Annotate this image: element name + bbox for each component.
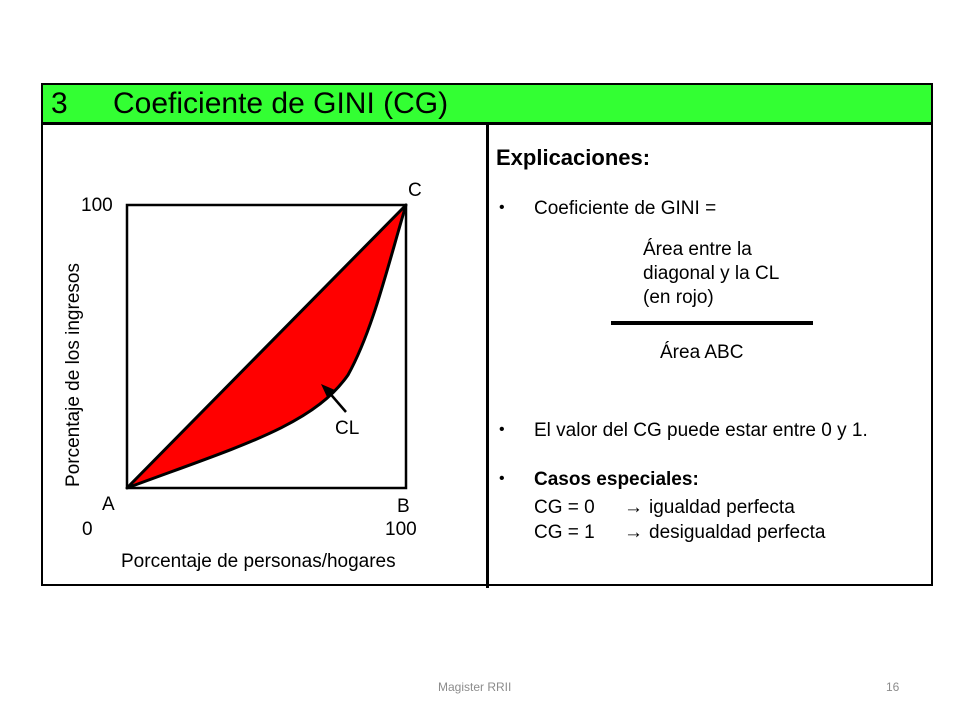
point-c-label: C [408, 180, 422, 201]
range-statement: El valor del CG puede estar entre 0 y 1. [534, 420, 868, 441]
footer-text: Magister RRII [438, 680, 512, 694]
special-cases-heading: Casos especiales: [534, 469, 699, 490]
x-axis-title: Porcentaje de personas/hogares [121, 551, 396, 572]
arrow-right-icon: → [624, 522, 643, 543]
point-a-label: A [102, 494, 115, 515]
denominator: Área ABC [660, 342, 744, 363]
curve-label: CL [335, 418, 360, 439]
case2-meaning: desigualdad perfecta [649, 522, 826, 543]
y-axis-title: Porcentaje de los ingresos [63, 263, 84, 487]
y-max-label: 100 [81, 195, 113, 216]
fraction-bar [611, 321, 813, 325]
lorenz-diagram [43, 125, 486, 588]
gini-definition: Coeficiente de GINI = [534, 198, 717, 219]
section-number: 3 [51, 87, 68, 120]
explanation-heading: Explicaciones: [496, 145, 651, 170]
case1-meaning: igualdad perfecta [649, 497, 795, 518]
x-max-label: 100 [385, 519, 417, 540]
slide-title: Coeficiente de GINI (CG) [113, 87, 449, 120]
numerator-line-1: Área entre la [643, 239, 752, 260]
origin-label: 0 [82, 519, 93, 540]
bullet-marker: • [499, 421, 505, 438]
slide-frame [41, 83, 933, 586]
arrow-right-icon: → [624, 497, 643, 518]
bullet-marker: • [499, 470, 505, 487]
case1-value: CG = 0 [534, 497, 595, 518]
page-number: 16 [886, 680, 900, 694]
bullet-marker: • [499, 199, 505, 216]
explanation-panel [489, 125, 935, 588]
header-bar [43, 85, 931, 125]
case2-value: CG = 1 [534, 522, 595, 543]
numerator-line-2: diagonal y la CL [643, 263, 780, 284]
point-b-label: B [397, 496, 410, 517]
numerator-line-3: (en rojo) [643, 287, 714, 308]
